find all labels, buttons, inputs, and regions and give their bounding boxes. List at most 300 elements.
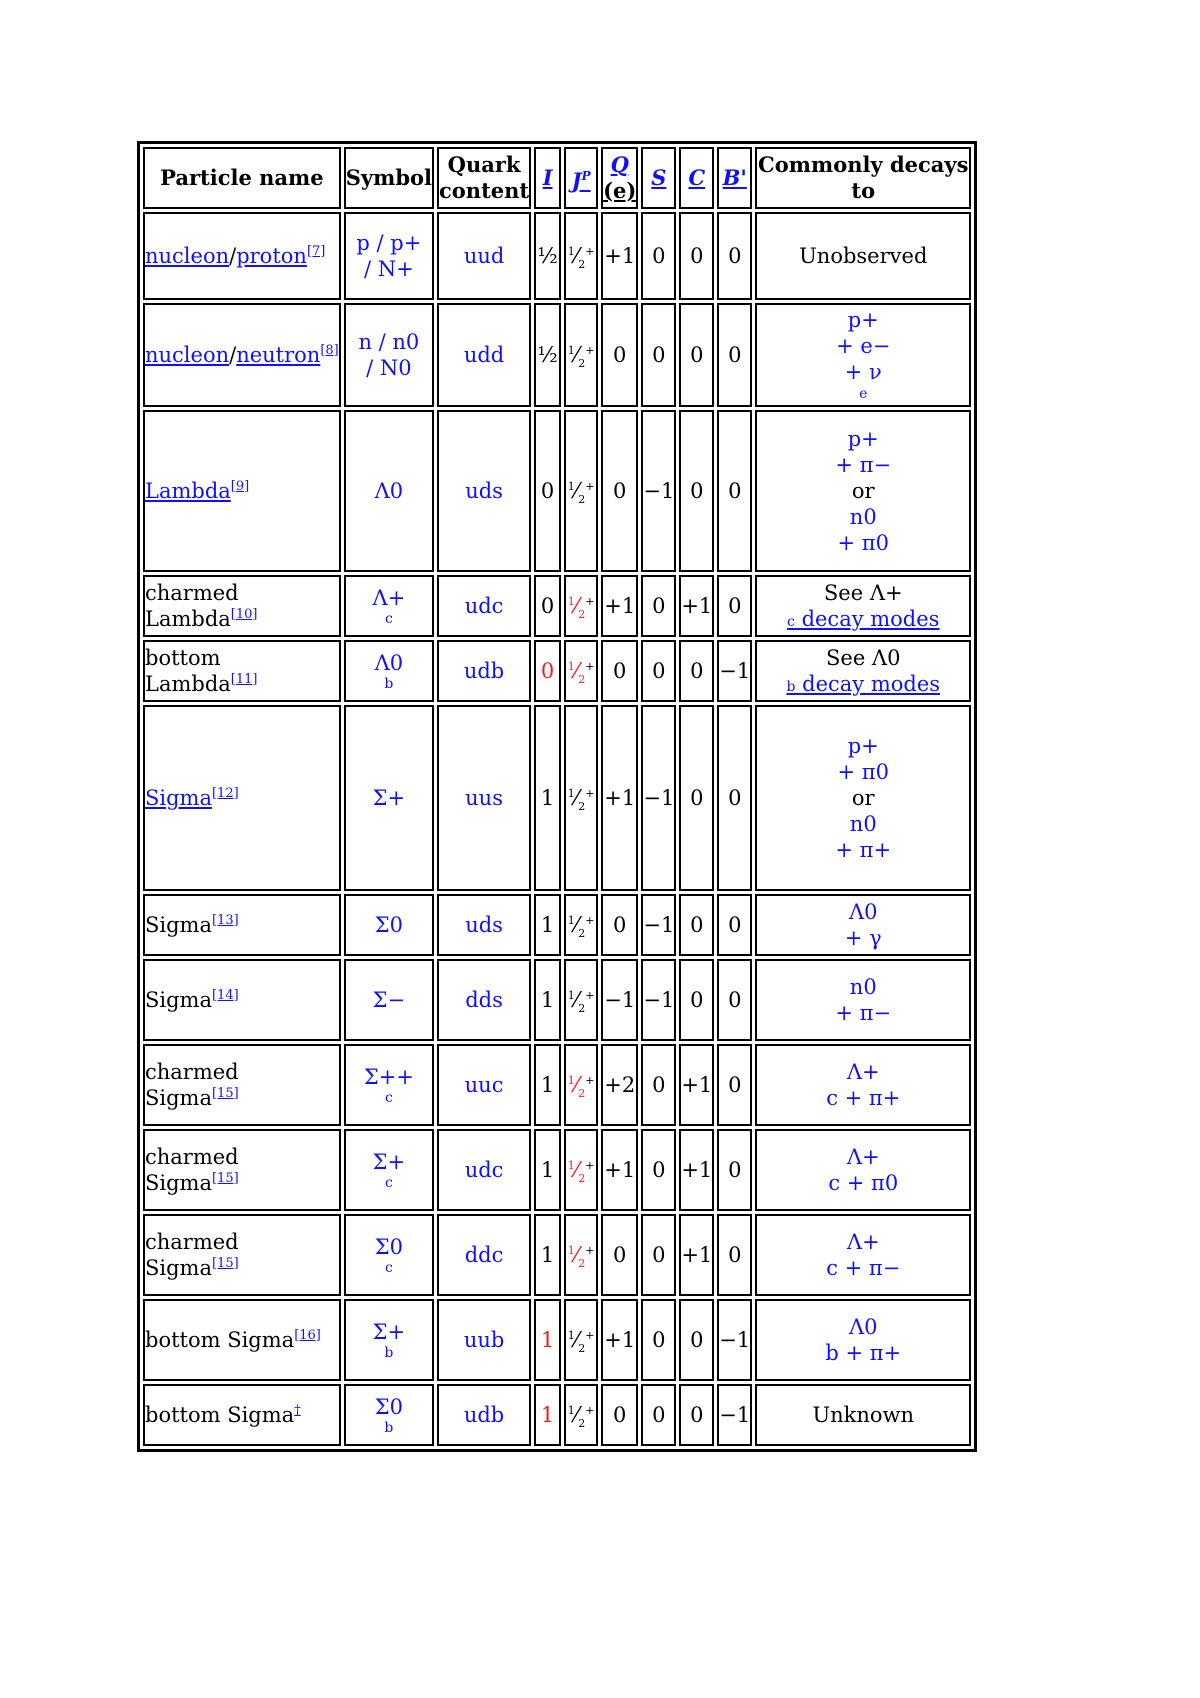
spin-parity-cell <box>564 303 598 407</box>
decay-product: e <box>859 386 868 402</box>
decay-product: Λ0 <box>848 900 878 924</box>
parity-sign: + <box>585 595 595 608</box>
strangeness-cell: 0 <box>641 1384 676 1446</box>
charge-cell: +1 <box>601 1129 638 1211</box>
quark-content-cell: ddc <box>437 1214 531 1296</box>
reference-anchor[interactable]: [11] <box>230 672 258 687</box>
quark-content-cell: uds <box>437 410 531 572</box>
particle-name-link[interactable]: nucleon <box>145 244 230 268</box>
particle-name-text: charmed <box>145 1145 239 1169</box>
isospin-cell: 1 <box>534 1044 561 1126</box>
reference-link[interactable] <box>307 244 325 259</box>
symbol-text: Σ++ <box>363 1065 414 1089</box>
bottomness-cell: 0 <box>717 303 752 407</box>
isospin-cell: ½ <box>534 303 561 407</box>
symbol-subscript: c <box>384 1090 393 1106</box>
spin-parity-cell <box>564 1384 598 1446</box>
fraction-numerator: 1 <box>567 344 575 357</box>
symbol-text: n / n0 <box>358 330 420 354</box>
quark-content-cell: udd <box>437 303 531 407</box>
header-decays <box>755 147 971 209</box>
quark-content-cell: uuc <box>437 1044 531 1126</box>
decays-cell <box>755 410 971 572</box>
decay-modes-text: decay modes <box>802 672 941 696</box>
charm-link[interactable]: C <box>688 165 706 190</box>
particle-name-text: Sigma <box>145 913 212 937</box>
reference-link[interactable] <box>212 1256 239 1271</box>
fraction-denominator: 2 <box>578 1417 586 1431</box>
table-row <box>143 1214 971 1296</box>
reference-link[interactable] <box>294 1403 301 1418</box>
fraction-numerator: 1 <box>567 660 575 673</box>
charm-cell: 0 <box>679 959 714 1041</box>
jp-j: J <box>571 167 582 193</box>
charm-cell: 0 <box>679 640 714 702</box>
header-charm <box>679 147 714 209</box>
decay-see-text: See Λ+ <box>823 581 903 605</box>
charm-cell: 0 <box>679 705 714 891</box>
charge-cell: 0 <box>601 640 638 702</box>
fraction-denominator: 2 <box>578 608 586 622</box>
strangeness-cell: 0 <box>641 640 676 702</box>
table-row <box>143 410 971 572</box>
reference-anchor[interactable]: [10] <box>230 607 258 622</box>
strangeness-cell: −1 <box>641 705 676 891</box>
decay-or-text: or <box>851 786 875 810</box>
symbol-subscript: b <box>384 1345 394 1361</box>
spin-parity-link[interactable] <box>572 168 591 193</box>
decay-subscript: b <box>786 679 796 695</box>
reference-link[interactable] <box>231 672 258 687</box>
charge-cell: 0 <box>601 894 638 956</box>
quark-content-cell: uds <box>437 894 531 956</box>
reference-link[interactable] <box>212 913 239 928</box>
table-row <box>143 1044 971 1126</box>
decays-cell <box>755 212 971 300</box>
reference-anchor[interactable]: † <box>294 1403 301 1418</box>
symbol-text: p / p+ <box>356 231 422 255</box>
header-decays-line1: Commonly decays <box>758 152 969 177</box>
decay-product: c + π+ <box>826 1086 901 1110</box>
symbol-subscript: b <box>384 1420 394 1436</box>
reference-anchor[interactable]: [15] <box>211 1256 239 1271</box>
parity-sign: + <box>585 1329 595 1342</box>
fraction-denominator: 2 <box>578 673 586 687</box>
strangeness-link[interactable]: S <box>651 165 667 190</box>
decays-cell <box>755 1214 971 1296</box>
fraction-denominator: 2 <box>578 357 586 371</box>
fraction-numerator: 1 <box>567 595 575 608</box>
decay-product: c + π0 <box>828 1171 899 1195</box>
reference-link[interactable] <box>212 1086 239 1101</box>
reference-link[interactable] <box>231 607 258 622</box>
decay-product: + γ <box>844 926 882 950</box>
parity-sign: + <box>585 1074 595 1087</box>
quark-content-cell: udc <box>437 1129 531 1211</box>
symbol-cell <box>344 575 434 637</box>
particle-name-text: Sigma[15] <box>145 1256 239 1280</box>
decay-product: + ν <box>844 360 882 384</box>
charge-cell: +1 <box>601 212 638 300</box>
bottomness-cell: 0 <box>717 1129 752 1211</box>
fraction-numerator: 1 <box>567 1159 575 1172</box>
spin-fraction: $^1⁄_2^+$ <box>567 479 595 507</box>
charge-cell: +1 <box>601 705 638 891</box>
decays-cell <box>755 640 971 702</box>
spin-fraction: $^1⁄_2^+$ <box>567 786 595 814</box>
spin-fraction: $^1⁄_2^+$ <box>567 988 595 1016</box>
symbol-text: Λ0 <box>374 479 404 503</box>
bottomness-cell: −1 <box>717 1384 752 1446</box>
strangeness-cell: 0 <box>641 575 676 637</box>
particle-name-cell <box>143 1044 341 1126</box>
isospin-cell: 1 <box>534 959 561 1041</box>
bottomness-cell: −1 <box>717 1299 752 1381</box>
spin-parity-cell <box>564 1214 598 1296</box>
reference-anchor[interactable]: [16] <box>294 1328 321 1343</box>
table-row <box>143 959 971 1041</box>
strangeness-cell: −1 <box>641 959 676 1041</box>
charm-cell: 0 <box>679 212 714 300</box>
bottomness-cell: 0 <box>717 1044 752 1126</box>
particle-name-cell <box>143 959 341 1041</box>
symbol-subscript: c <box>384 611 393 627</box>
isospin-cell: ½ <box>534 212 561 300</box>
symbol-cell <box>344 303 434 407</box>
decays-cell <box>755 959 971 1041</box>
table-row <box>143 894 971 956</box>
particle-name-text: Sigma[15] <box>145 1171 239 1195</box>
decay-product: Λ+ <box>846 1145 880 1169</box>
spin-parity-cell <box>564 640 598 702</box>
symbol-subscript: c <box>384 1175 393 1191</box>
decay-product: + π0 <box>837 531 889 555</box>
symbol-cell <box>344 640 434 702</box>
header-decays-line2: to <box>851 178 876 203</box>
symbol-text: Σ+ <box>372 1150 406 1174</box>
strangeness-cell: 0 <box>641 303 676 407</box>
parity-sign: + <box>585 787 595 800</box>
particle-name-text: / <box>229 343 237 367</box>
decay-modes-line <box>757 671 969 697</box>
charm-cell: 0 <box>679 1384 714 1446</box>
isospin-cell: 1 <box>534 894 561 956</box>
parity-sign: + <box>585 344 595 357</box>
particle-name-cell <box>143 640 341 702</box>
symbol-text: Λ0 <box>374 651 404 675</box>
table-row <box>143 303 971 407</box>
symbol-text: Λ+ <box>372 586 406 610</box>
header-charge <box>601 147 638 209</box>
header-quark-line2: content <box>439 178 530 203</box>
fraction-numerator: 1 <box>567 989 575 1002</box>
symbol-cell <box>344 1129 434 1211</box>
fraction-denominator: 2 <box>578 258 586 272</box>
decays-cell <box>755 894 971 956</box>
decay-product: n0 <box>849 505 877 529</box>
bottomness-cell: 0 <box>717 575 752 637</box>
particle-name-link[interactable]: Lambda <box>145 479 231 503</box>
reference-anchor[interactable]: [15] <box>211 1171 239 1186</box>
table-row <box>143 640 971 702</box>
decays-cell <box>755 303 971 407</box>
decay-product: n0 <box>849 975 877 999</box>
bottomness-cell: 0 <box>717 959 752 1041</box>
particle-name-link[interactable]: Sigma <box>145 786 212 810</box>
particle-name-link[interactable]: proton <box>236 244 307 268</box>
fraction-denominator: 2 <box>578 800 586 814</box>
strangeness-cell: 0 <box>641 1129 676 1211</box>
header-symbol: Symbol <box>344 147 434 209</box>
particle-name-link[interactable]: nucleon <box>145 343 230 367</box>
fraction-numerator: 1 <box>567 787 575 800</box>
symbol-text: Σ+ <box>372 1320 406 1344</box>
strangeness-cell: −1 <box>641 894 676 956</box>
decay-product: n0 <box>849 812 877 836</box>
bottomness-cell: 0 <box>717 212 752 300</box>
particle-name-text: charmed <box>145 581 239 605</box>
bottomness-cell: 0 <box>717 894 752 956</box>
symbol-text: Σ0 <box>374 1395 403 1419</box>
header-particle-name: Particle name <box>143 147 341 209</box>
table-row <box>143 575 971 637</box>
quark-content-cell: uud <box>437 212 531 300</box>
symbol-cell <box>344 1384 434 1446</box>
quark-content-cell: uub <box>437 1299 531 1381</box>
reference-anchor[interactable]: [8] <box>320 343 339 358</box>
decay-product: + π− <box>835 1001 892 1025</box>
decays-cell <box>755 575 971 637</box>
parity-sign: + <box>585 989 595 1002</box>
reference-anchor[interactable]: [15] <box>211 1086 239 1101</box>
charm-cell: 0 <box>679 1299 714 1381</box>
decay-modes-link[interactable] <box>787 607 939 631</box>
symbol-cell <box>344 212 434 300</box>
strangeness-cell: 0 <box>641 212 676 300</box>
quark-content-cell: udb <box>437 1384 531 1446</box>
charm-cell: 0 <box>679 894 714 956</box>
particle-name-link[interactable]: neutron <box>236 343 321 367</box>
symbol-cell <box>344 1044 434 1126</box>
symbol-text: Σ− <box>372 988 406 1012</box>
header-spin-parity <box>564 147 598 209</box>
table-body <box>143 212 971 1446</box>
spin-fraction: $^1⁄_2^+$ <box>567 1243 595 1271</box>
quark-content-cell: dds <box>437 959 531 1041</box>
charge-cell: +1 <box>601 1299 638 1381</box>
baryon-table <box>137 141 977 1452</box>
charm-cell: +1 <box>679 1129 714 1211</box>
table-row <box>143 1299 971 1381</box>
header-quark-line1: Quark <box>447 152 521 177</box>
symbol-cell <box>344 894 434 956</box>
symbol-cell <box>344 959 434 1041</box>
charge-cell: 0 <box>601 1214 638 1296</box>
particle-name-text: charmed <box>145 1060 239 1084</box>
charm-cell: +1 <box>679 1044 714 1126</box>
decay-subscript: c <box>787 614 795 630</box>
spin-fraction: $^1⁄_2^+$ <box>567 1158 595 1186</box>
reference-anchor[interactable]: [7] <box>306 244 326 259</box>
charge-cell: 0 <box>601 410 638 572</box>
spin-parity-cell <box>564 959 598 1041</box>
bottomness-cell: −1 <box>717 640 752 702</box>
charm-cell: +1 <box>679 1214 714 1296</box>
bottomness-cell: 0 <box>717 1214 752 1296</box>
symbol-text: Σ0 <box>374 913 403 937</box>
fraction-numerator: 1 <box>567 1404 575 1417</box>
decay-modes-text: decay modes <box>801 607 940 631</box>
isospin-cell: 0 <box>534 640 561 702</box>
decay-text: Unobserved <box>799 244 928 268</box>
decay-product: Λ0 <box>848 1315 878 1339</box>
fraction-denominator: 2 <box>578 1172 586 1186</box>
particle-name-text: Lambda[11] <box>145 672 258 696</box>
decay-or-text: or <box>851 479 875 503</box>
spin-fraction: $^1⁄_2^+$ <box>567 244 595 272</box>
spin-parity-cell <box>564 894 598 956</box>
spin-parity-cell <box>564 705 598 891</box>
particle-name-cell <box>143 575 341 637</box>
strangeness-cell: 0 <box>641 1299 676 1381</box>
header-row <box>143 147 971 209</box>
parity-sign: + <box>585 1244 595 1257</box>
particle-name-cell <box>143 1129 341 1211</box>
parity-sign: + <box>585 660 595 673</box>
isospin-cell: 1 <box>534 1384 561 1446</box>
symbol-text: Σ0 <box>374 1235 403 1259</box>
spin-parity-cell <box>564 575 598 637</box>
decay-text: Unknown <box>812 1403 915 1427</box>
reference-link[interactable] <box>320 343 338 358</box>
charm-cell: +1 <box>679 575 714 637</box>
elementary-charge-link[interactable]: (e) <box>603 178 637 203</box>
reference-link[interactable] <box>294 1328 321 1343</box>
strangeness-cell: 0 <box>641 1214 676 1296</box>
reference-link[interactable] <box>212 786 239 801</box>
decays-cell <box>755 1384 971 1446</box>
parity-sign: + <box>585 1159 595 1172</box>
reference-link[interactable] <box>212 988 239 1003</box>
parity-sign: + <box>585 914 595 927</box>
table-row <box>143 1129 971 1211</box>
reference-anchor[interactable]: [12] <box>211 786 239 801</box>
quark-content-cell: udc <box>437 575 531 637</box>
charge-cell: −1 <box>601 959 638 1041</box>
strangeness-cell: −1 <box>641 410 676 572</box>
header-strangeness <box>641 147 676 209</box>
charge-cell: +1 <box>601 575 638 637</box>
decay-product: + π0 <box>837 760 889 784</box>
decay-product: + π+ <box>835 838 892 862</box>
particle-name-text: bottom Sigma <box>145 1328 295 1352</box>
charge-cell: 0 <box>601 303 638 407</box>
decay-product: Λ+ <box>846 1230 880 1254</box>
reference-anchor[interactable]: [9] <box>230 479 250 494</box>
spin-fraction: $^1⁄_2^+$ <box>567 594 595 622</box>
symbol-cell <box>344 705 434 891</box>
decay-product: c + π− <box>826 1256 901 1280</box>
charge-cell: 0 <box>601 1384 638 1446</box>
isospin-cell: 0 <box>534 575 561 637</box>
particle-name-cell <box>143 303 341 407</box>
table-row <box>143 212 971 300</box>
decay-product: p+ <box>847 308 879 332</box>
fraction-denominator: 2 <box>578 1342 586 1356</box>
reference-anchor[interactable]: [14] <box>211 988 239 1003</box>
parity-sign: + <box>585 245 595 258</box>
particle-name-cell <box>143 212 341 300</box>
symbol-text: Σ+ <box>372 786 406 810</box>
quark-content-cell: udb <box>437 640 531 702</box>
symbol-cell <box>344 410 434 572</box>
isospin-cell: 1 <box>534 1129 561 1211</box>
particle-name-cell <box>143 705 341 891</box>
fraction-denominator: 2 <box>578 1002 586 1016</box>
reference-link[interactable] <box>212 1171 239 1186</box>
spin-parity-cell <box>564 1129 598 1211</box>
decays-cell <box>755 1129 971 1211</box>
spin-fraction: $^1⁄_2^+$ <box>567 1328 595 1356</box>
decay-product: + e− <box>836 334 891 358</box>
table-row <box>143 705 971 891</box>
particle-name-text: charmed <box>145 1230 239 1254</box>
isospin-link[interactable]: I <box>542 165 553 190</box>
isospin-cell: 1 <box>534 1214 561 1296</box>
fraction-numerator: 1 <box>567 1074 575 1087</box>
fraction-numerator: 1 <box>567 914 575 927</box>
fraction-numerator: 1 <box>567 480 575 493</box>
charge-link[interactable]: Q <box>610 152 629 177</box>
particle-name-text: Sigma <box>145 988 212 1012</box>
spin-fraction: $^1⁄_2^+$ <box>567 1403 595 1431</box>
reference-anchor[interactable]: [13] <box>211 913 239 928</box>
particle-name-text: bottom Sigma <box>145 1403 295 1427</box>
fraction-denominator: 2 <box>578 1087 586 1101</box>
fraction-denominator: 2 <box>578 927 586 941</box>
charge-unit <box>603 178 636 204</box>
symbol-text: / N0 <box>366 356 412 380</box>
symbol-cell <box>344 1214 434 1296</box>
particle-name-cell <box>143 1384 341 1446</box>
reference-link[interactable] <box>231 479 249 494</box>
isospin-cell: 0 <box>534 410 561 572</box>
particle-name-text: bottom <box>145 646 221 670</box>
fraction-numerator: 1 <box>567 245 575 258</box>
bottomness-cell: 0 <box>717 410 752 572</box>
decay-modes-link[interactable] <box>786 672 940 696</box>
spin-parity-cell <box>564 212 598 300</box>
particle-name-text: Lambda[10] <box>145 607 258 631</box>
quark-content-cell: uus <box>437 705 531 891</box>
bottomness-link[interactable]: B' <box>722 165 747 190</box>
decay-modes-line <box>757 606 969 632</box>
table-row <box>143 1384 971 1446</box>
particle-name-cell <box>143 1214 341 1296</box>
decay-product: Λ+ <box>846 1060 880 1084</box>
symbol-cell <box>344 1299 434 1381</box>
fraction-numerator: 1 <box>567 1244 575 1257</box>
charm-cell: 0 <box>679 410 714 572</box>
symbol-subscript: c <box>384 1260 393 1276</box>
jp-p: P <box>581 168 591 183</box>
isospin-cell: 1 <box>534 705 561 891</box>
decay-product: b + π+ <box>825 1341 902 1365</box>
spin-parity-cell <box>564 1299 598 1381</box>
particle-name-text: Sigma[15] <box>145 1086 239 1110</box>
spin-parity-cell <box>564 410 598 572</box>
header-quark-content <box>437 147 531 209</box>
